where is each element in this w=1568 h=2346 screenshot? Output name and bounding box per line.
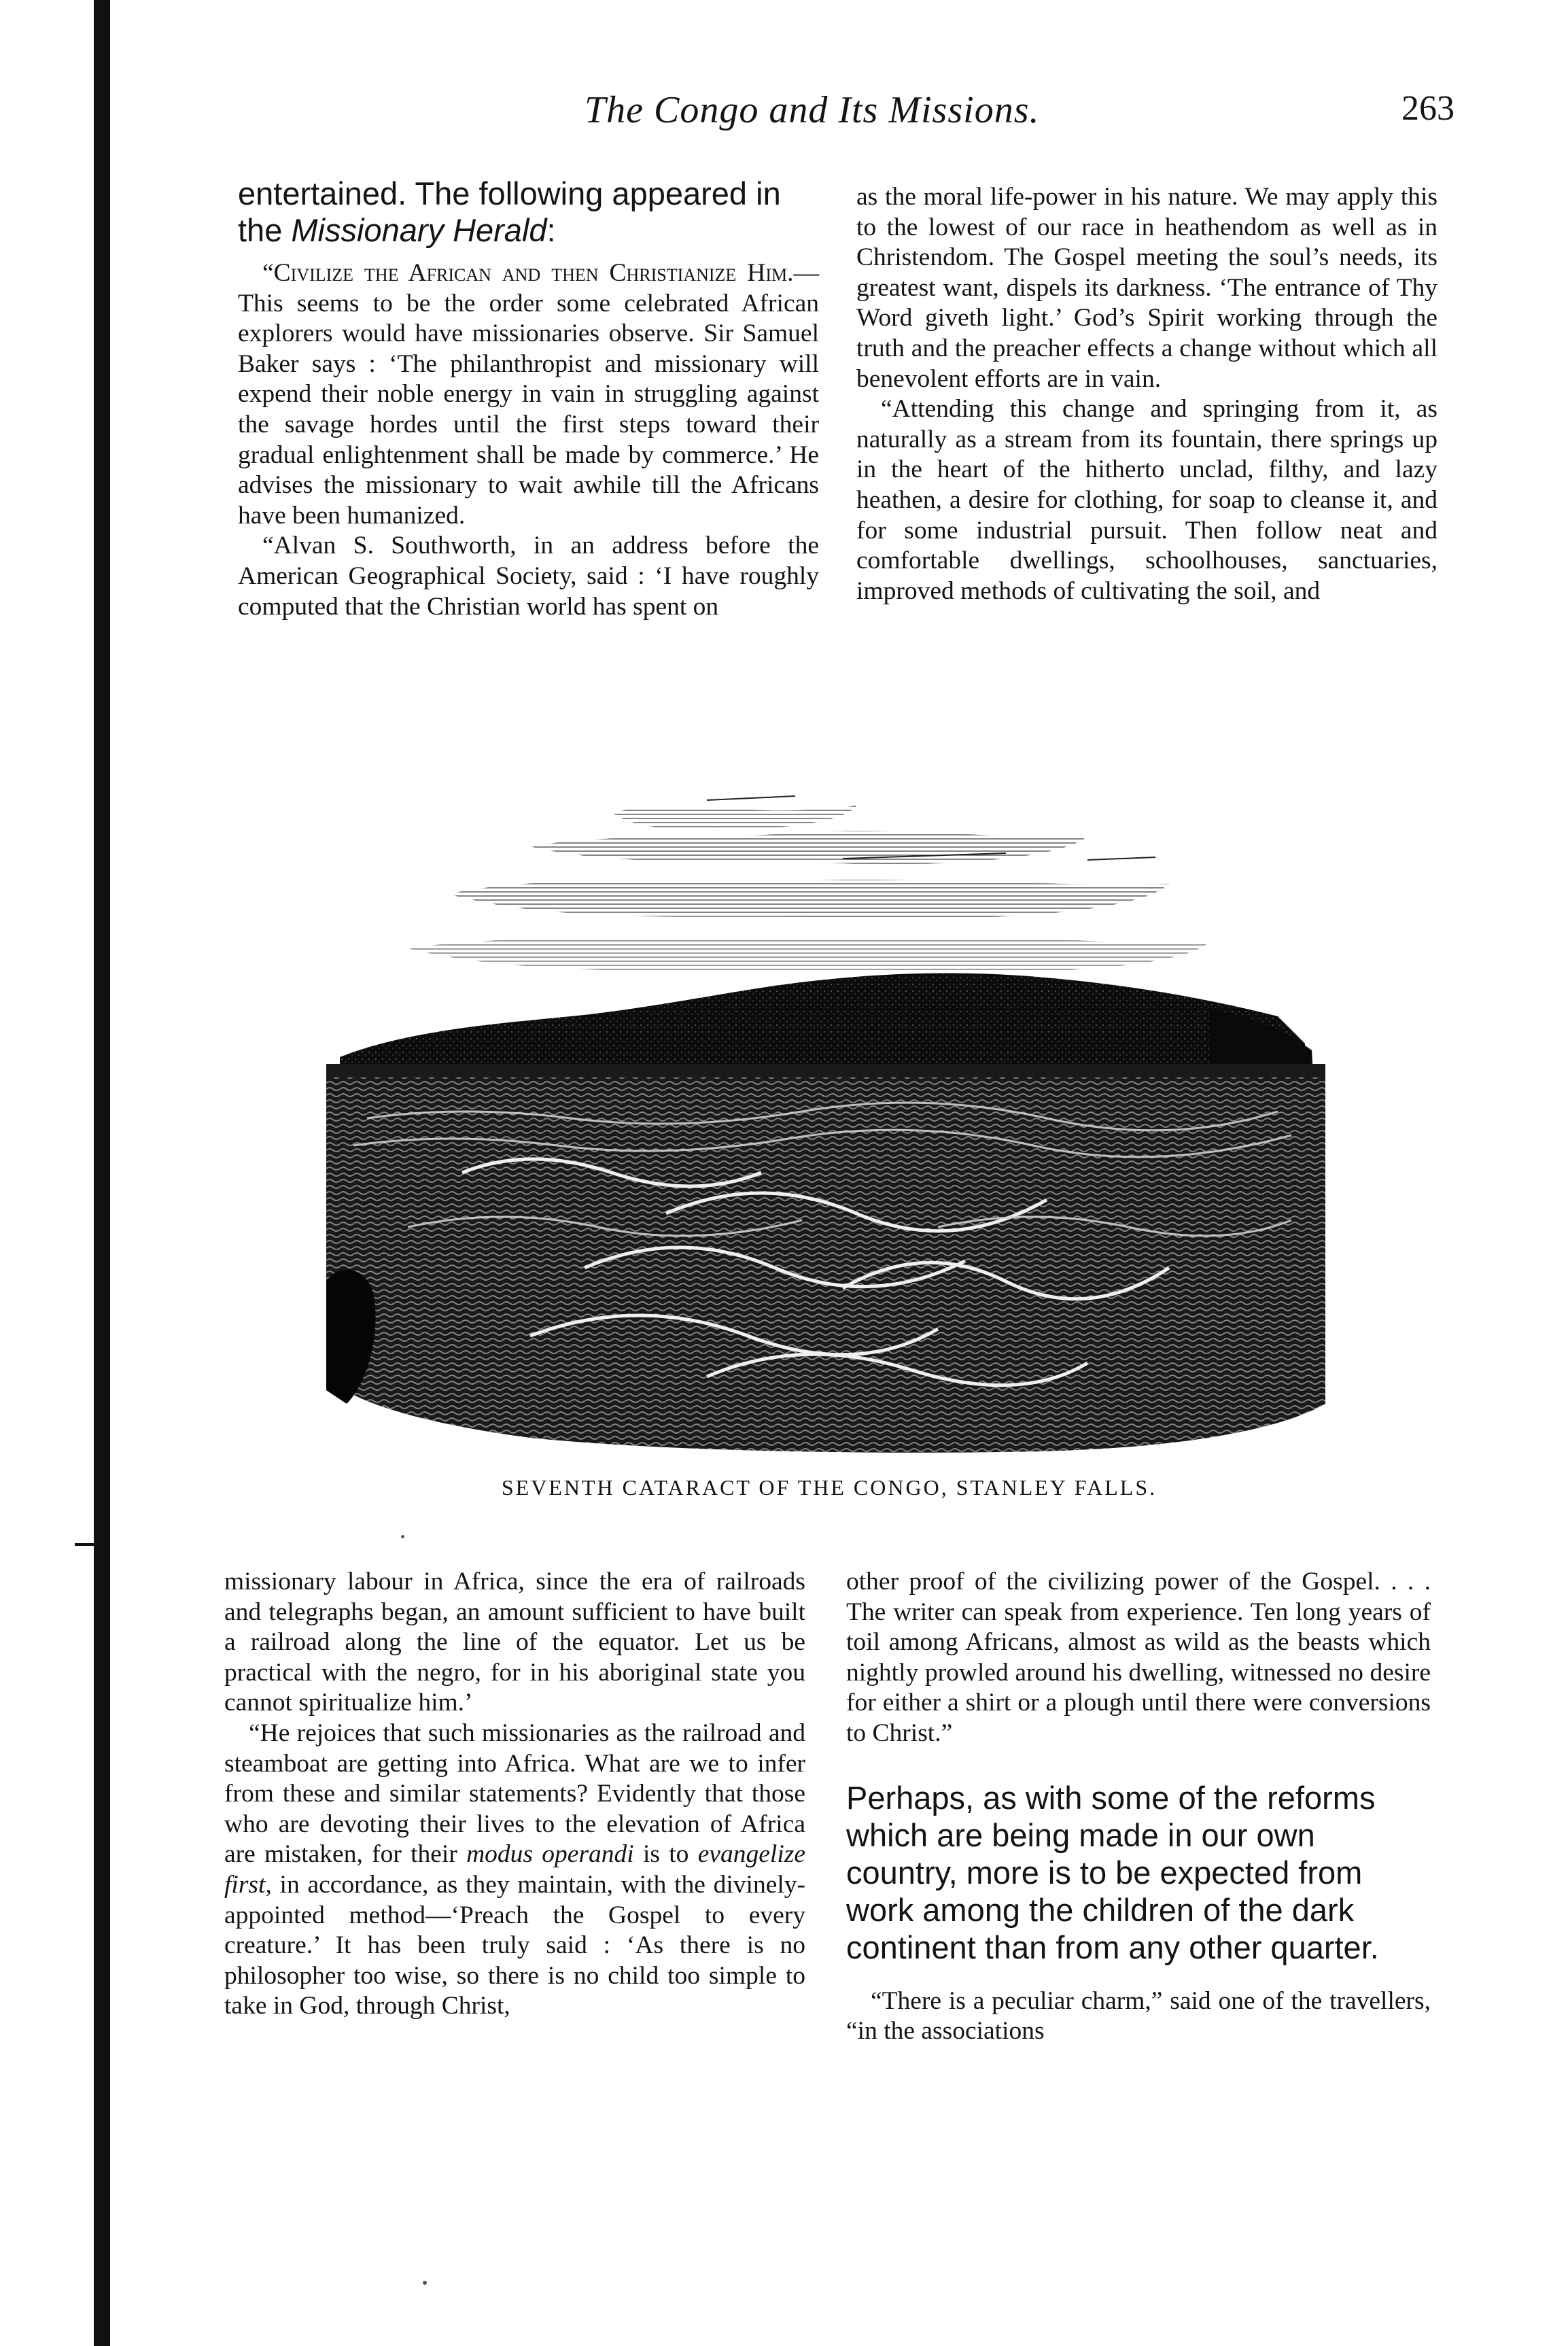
binding-mark: [75, 1543, 95, 1546]
column-bottom-left: [224, 1567, 805, 2022]
herald-title: Missionary Herald: [291, 212, 547, 248]
small-caps-heading: “Civilize the African and then Christianize Him.: [262, 259, 794, 287]
print-speck: [401, 1535, 404, 1538]
paragraph: as the moral life-power in his nature. We may apply this to the lowest of our race in heathendom as well as in Christendom. The Gospel meeting the soul’s needs, its greatest want, dispels its darkness. ‘The entrance of Thy Word giveth light.’ God’s Spirit working through the truth and the preacher effects a change without which all benevolent efforts are in vain.: [856, 183, 1438, 393]
congo-falls-engraving: [326, 792, 1332, 1458]
page-header: [585, 88, 1454, 143]
paragraph: “He rejoices that such missionaries as the railroad and steamboat are getting into Africa. What are we to infer from these and similar statements? Evidently that those who are devoting their lives to the elevation of Africa are mistaken, for their modus operandi is to evangelize first, in accordance, as they maintain, with the divinely-appointed method—‘Preach the Gospel to every creature.’ It has been truly said : ‘As there is no philosopher too wise, so there is no child too simple to take in God, through Christ,: [224, 1719, 805, 2020]
column-top-left: [238, 175, 819, 622]
sky-clouds: [408, 796, 1210, 973]
paragraph: “Attending this change and springing from it, as naturally as a stream from its fountain, there springs up in the heart of the hitherto unclad, filthy, and lazy heathen, a desire for clothing, for soap to cleanse it, and for some industrial pursuit. Then follow neat and comfortable dwellings, schoolhouses, sanctuaries, improved methods of cultivating the soil, and: [856, 395, 1438, 605]
page-binding-edge: [94, 0, 110, 2346]
print-speck: [423, 2281, 427, 2285]
paragraph: “Alvan S. Southworth, in an address before the American Geographical Society, said : ‘I have roughly computed that the Christian world has spent on: [238, 532, 819, 621]
paragraph: “There is a peculiar charm,” said one of the travellers, “in the associations: [846, 1986, 1431, 2046]
running-title: The Congo and Its Missions.: [585, 89, 1040, 131]
editorial-paragraph: Perhaps, as with some of the reforms which are being made in our own country, more is to be expected from work among the children of the dark continent than from any other quarter.: [846, 1779, 1379, 1965]
quote-paragraph: “Civilize the African and then Christianize Him.—This seems to be the order some celebrated African explorers would have missionaries observe. Sir Samuel Baker says : ‘The philanthropist and missionary will expend their noble energy in vain in struggling against the savage hordes until the first steps toward their gradual enlightenment shall be made by commerce.’ He advises the missionary to wait awhile till the Africans have been humanized.: [238, 259, 819, 530]
lead-paragraph: entertained. The following appeared in the Missionary Herald:: [238, 175, 781, 248]
page-number: 263: [1401, 89, 1454, 128]
paragraph: other proof of the civilizing power of the Gospel. . . . The writer can speak from experience. Ten long years of toil among Africans, almost as wild as the beasts which nightly prowled around his dwelling, witnessed no desire for either a shirt or a plough until there were conversions to Christ.”: [846, 1568, 1431, 1747]
column-bottom-right: [846, 1567, 1431, 2047]
paragraph: missionary labour in Africa, since the era of railroads and telegraphs began, an amount sufficient to have built a railroad along the line of the equator. Let us be practical with the negro, for in his aboriginal state you cannot spiritualize him.’: [224, 1568, 805, 1717]
illustration-caption: SEVENTH CATARACT OF THE CONGO, STANLEY FALLS.: [501, 1475, 1157, 1500]
column-top-right: [856, 182, 1438, 606]
